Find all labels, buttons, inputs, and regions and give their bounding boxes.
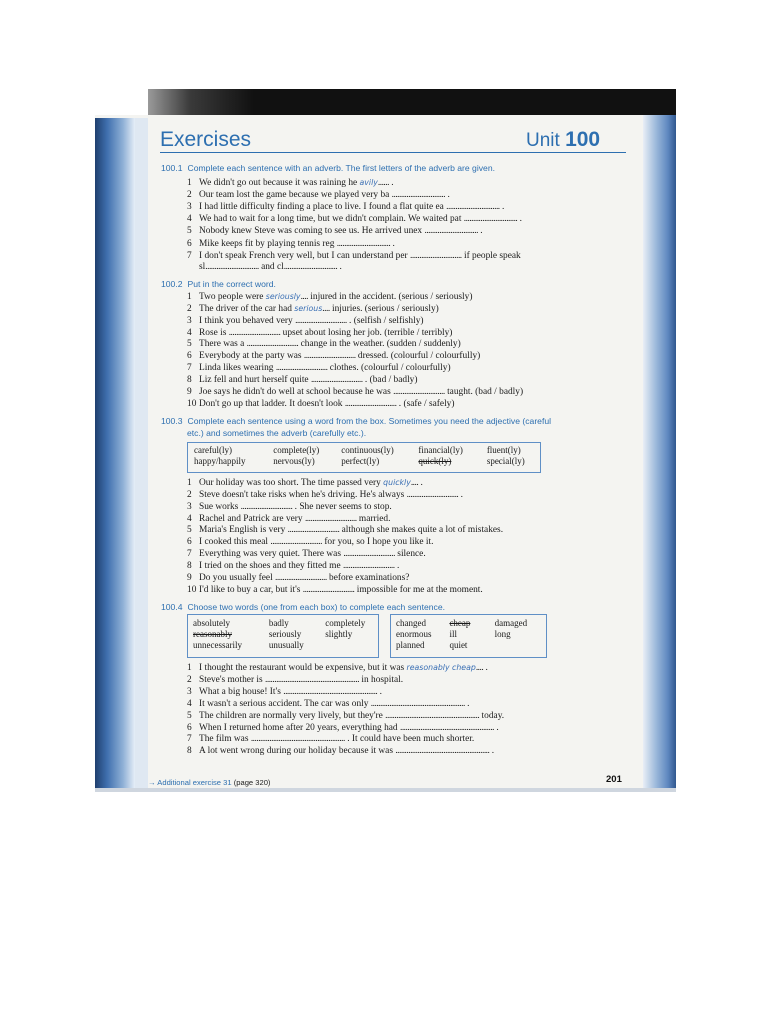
sentence-start: I cooked this meal: [199, 537, 268, 548]
exercise-number: 100.2: [161, 279, 183, 289]
item-number: 3: [187, 315, 192, 326]
answer-blank[interactable]: [251, 734, 345, 744]
blank-dots: ............................: [287, 525, 340, 536]
box-word: seriously: [268, 629, 302, 639]
box-word: fluent(ly): [486, 445, 521, 455]
item-number: 8: [187, 560, 192, 571]
sentence-start: Nobody knew Steve was coming to see us. He arrived unex: [199, 226, 423, 237]
blank-dots: ............................: [303, 351, 356, 362]
item-number: 4: [187, 698, 192, 709]
answer-blank[interactable]: [343, 561, 395, 571]
exercise-line: [187, 238, 395, 250]
sentence-start: Our team lost the game because we played very ba: [199, 190, 390, 201]
page-bottom-edge: [95, 788, 676, 792]
exercise-line: [187, 201, 504, 213]
exercise-line: [187, 513, 390, 525]
item-number: 4: [187, 214, 192, 225]
blank-dots: .............................: [446, 202, 500, 213]
sentence-end: .: [460, 489, 463, 500]
sentence-end: .: [420, 478, 423, 488]
answer-blank[interactable]: [229, 328, 281, 338]
exercise-line: [187, 291, 472, 303]
sentence-end: change in the weather. (sudden / suddenly): [300, 339, 461, 350]
exercise-line: [187, 350, 480, 362]
item-number: 7: [187, 363, 192, 374]
box-word: nervous(ly): [273, 456, 315, 466]
item-number: 3: [187, 501, 192, 512]
exercise-line: [187, 303, 439, 315]
exercise-line: [187, 250, 521, 262]
sentence-start: I'd like to buy a car, but it's: [199, 584, 301, 595]
blank-dots: ...................................................: [370, 698, 465, 709]
sentence-end: . (selfish / selfishly): [349, 315, 424, 326]
item-number: 9: [187, 386, 192, 397]
additional-exercise-link[interactable]: [148, 778, 270, 787]
item-number: 5: [187, 339, 192, 350]
answer-blank[interactable]: [304, 351, 356, 361]
sentence-end: upset about losing her job. (terrible / terribly): [282, 327, 453, 338]
item-number: 2: [187, 303, 192, 314]
box-word: long: [494, 629, 511, 639]
blank-dots: ............................: [270, 537, 322, 548]
blank-dots: ...................................................: [399, 722, 494, 733]
item-number: 3: [187, 202, 192, 213]
answer-blank[interactable]: [295, 316, 347, 326]
box-word: reasonably: [193, 629, 232, 639]
sentence-start: The driver of the car had: [199, 303, 292, 314]
arrow-right-icon: →: [148, 778, 156, 787]
item-number: 8: [187, 374, 192, 385]
box-word: completely: [325, 618, 366, 628]
box-word: happy/happily: [194, 456, 246, 466]
unit-number: 100: [565, 128, 601, 151]
exercise-line: [187, 374, 418, 386]
sentence-end: injuries. (serious / seriously): [332, 303, 439, 314]
exercise-line: [187, 686, 382, 698]
sentence-start: Everybody at the party was: [199, 351, 302, 362]
item-number: 9: [187, 572, 192, 583]
exercise-instruction: Choose two words (one from each box) to complete each sentence.: [187, 602, 445, 612]
item-number: 1: [187, 178, 192, 188]
line-text: and cl: [261, 262, 284, 272]
box-word: ill: [449, 629, 457, 639]
line-text: .: [339, 262, 342, 272]
sentence-start: We didn't go out because it was raining he: [199, 178, 358, 188]
item-number: 7: [187, 250, 192, 261]
blank-dots: ............................: [228, 327, 281, 338]
exercise-line: [187, 213, 522, 225]
exercise-line: [187, 662, 488, 674]
page-reference: (page 320): [233, 778, 271, 787]
exercise-line: [187, 386, 523, 398]
line-text: sl: [199, 262, 206, 272]
sentence-end: taught. (bad / badly): [447, 386, 524, 397]
sentence-start: We had to wait for a long time, but we didn't complain. We waited pat: [199, 214, 462, 225]
sentence-start: Do you usually feel: [199, 572, 273, 583]
box-word: quick(ly): [418, 456, 452, 466]
sentence-start: Steve doesn't take risks when he's driving. He's always: [199, 489, 405, 500]
blank-dots: ............................: [344, 398, 397, 409]
sentence-end: although she makes quite a lot of mistakes.: [341, 525, 504, 536]
exercise-number: 100.3: [161, 416, 183, 426]
blank-dots: ....: [322, 303, 330, 314]
sentence-end: clothes. (colourful / colourfully): [329, 363, 451, 374]
answer-blank[interactable]: [337, 239, 390, 249]
sentence-start: When I returned home after 20 years, everything had: [199, 722, 398, 733]
item-number: 10: [187, 584, 197, 595]
blank-dots: ............................: [302, 584, 355, 595]
exercise-line: [199, 262, 342, 273]
answer-blank[interactable]: [241, 502, 293, 512]
header-rule: [160, 152, 626, 153]
sentence-start: Liz fell and hurt herself quite: [199, 374, 309, 385]
sentence-end: dressed. (colourful / colourfully): [357, 351, 481, 362]
box-word: unnecessarily: [193, 640, 242, 650]
exercise-line: [187, 327, 452, 339]
answer-blank[interactable]: [407, 663, 484, 673]
answer-blank[interactable]: [392, 190, 445, 200]
exercise-line: [187, 477, 423, 489]
sentence-end: before examinations?: [329, 572, 410, 583]
box-word: [325, 640, 378, 651]
answer-blank[interactable]: [270, 537, 322, 547]
answer-blank[interactable]: [400, 723, 494, 733]
item-number: 4: [187, 513, 192, 524]
answer-blank[interactable]: [410, 251, 462, 261]
blank-dots: .............................: [336, 238, 391, 249]
answer-blank[interactable]: [288, 525, 340, 535]
exercise-line: [187, 501, 392, 513]
blank-dots: ............................: [295, 315, 347, 326]
sentence-end: .: [501, 202, 505, 213]
item-number: 1: [187, 663, 192, 673]
sentence-start: Rachel and Patrick are very: [199, 513, 303, 524]
item-number: 6: [187, 351, 192, 362]
exercise-heading: [161, 602, 445, 614]
sentence-end: silence.: [397, 549, 426, 560]
item-number: 2: [187, 190, 192, 201]
box-word: special(ly): [486, 456, 525, 466]
exercise-number: 100.1: [161, 163, 183, 173]
unit-label: Unit: [526, 130, 560, 151]
answer-blank[interactable]: [283, 687, 377, 697]
answer-blank[interactable]: .............................: [283, 262, 338, 272]
sentence-end: impossible for me at the moment.: [356, 584, 483, 595]
box-word: careful(ly): [194, 445, 232, 455]
answer-blank[interactable]: [393, 387, 445, 397]
sentence-start: I tried on the shoes and they fitted me: [199, 560, 341, 571]
sentence-start: The film was: [199, 734, 249, 745]
exercise-line: [187, 362, 451, 374]
sentence-start: The children are normally very lively, but they're: [199, 710, 383, 721]
blank-dots: ............................: [304, 513, 357, 524]
sentence-end: .: [379, 686, 382, 697]
box-word: damaged: [494, 618, 528, 628]
handwritten-answer: quickly: [383, 478, 411, 487]
word-box-right: [390, 614, 547, 658]
sentence-start: It wasn't a serious accident. The car was only: [199, 698, 369, 709]
box-word: perfect(ly): [341, 456, 380, 466]
exercise-heading: [161, 163, 495, 175]
box-word: slightly: [325, 629, 353, 639]
answer-blank[interactable]: [311, 375, 363, 385]
item-number: 4: [187, 327, 192, 338]
sentence-start: Everything was very quiet. There was: [199, 549, 341, 560]
item-number: 5: [187, 226, 192, 237]
item-number: 6: [187, 238, 192, 249]
item-number: 8: [187, 746, 192, 757]
exercise-line: [187, 745, 494, 757]
blank-dots: ............................: [393, 386, 445, 397]
blank-dots: ............................: [406, 489, 459, 500]
sentence-start: Linda likes wearing: [199, 363, 274, 374]
blank-dots: .............................: [391, 190, 446, 201]
answer-blank[interactable]: [395, 746, 489, 756]
sentence-end: . (bad / badly): [364, 374, 418, 385]
answer-blank[interactable]: [275, 573, 327, 583]
box-word: badly: [268, 618, 289, 628]
word-box: [187, 442, 541, 473]
exercise-instruction-cont: etc.) and sometimes the adverb (carefully etc.).: [187, 428, 367, 438]
blank-dots: .............................: [424, 226, 478, 237]
sentence-end: today.: [481, 710, 505, 721]
exercise-instruction: Complete each sentence using a word from the box. Sometimes you need the adjective (careful: [187, 416, 552, 426]
word-box-left: [187, 614, 379, 658]
box-word: financial(ly): [418, 445, 463, 455]
blank-dots: ...................................................: [283, 686, 378, 697]
answer-blank[interactable]: [265, 675, 359, 685]
exercise-line: [187, 524, 503, 536]
blank-dots: ....: [410, 478, 419, 488]
item-number: 10: [187, 398, 197, 409]
item-number: 1: [187, 292, 192, 302]
item-number: 5: [187, 525, 192, 536]
item-number: 7: [187, 549, 192, 560]
sentence-start: I don't speak French very well, but I can understand per: [199, 250, 408, 261]
box-word: cheap: [449, 618, 471, 628]
handwritten-answer: serious: [294, 303, 323, 313]
sentence-start: Sue works: [199, 501, 239, 512]
blank-dots: ...................................................: [250, 734, 345, 745]
blank-dots: ............................: [240, 501, 293, 512]
answer-blank[interactable]: [446, 202, 499, 212]
exercise-line: [187, 674, 403, 686]
blank-dots: ...................................................: [395, 746, 490, 757]
sentence-end: if people speak: [463, 250, 521, 261]
sentence-start: Maria's English is very: [199, 525, 286, 536]
sentence-end: . It could have been much shorter.: [347, 734, 475, 745]
exercise-line: [187, 584, 483, 596]
blank-dots: .............................: [463, 214, 518, 225]
exercise-line: [187, 177, 394, 189]
answer-blank[interactable]: [247, 339, 299, 349]
scan-top-shadow: [148, 89, 676, 115]
box-word: absolutely: [193, 618, 230, 628]
box-word: changed: [396, 618, 426, 628]
answer-blank[interactable]: [266, 292, 308, 302]
answer-blank[interactable]: [343, 549, 395, 559]
box-word: complete(ly): [273, 445, 320, 455]
blank-dots: ....: [475, 663, 484, 673]
answer-blank[interactable]: [383, 478, 418, 488]
exercise-instruction: Complete each sentence with an adverb. The first letters of the adverb are given.: [187, 163, 495, 173]
exercise-instruction: Put in the correct word.: [187, 279, 276, 289]
sentence-start: Mike keeps fit by playing tennis reg: [199, 238, 335, 249]
exercise-line: [187, 489, 463, 501]
blank-dots: ............................: [342, 560, 395, 571]
sentence-end: .: [519, 214, 522, 225]
sentence-start: Rose is: [199, 327, 227, 338]
answer-blank[interactable]: [303, 585, 355, 595]
sentence-start: I had little difficulty finding a place to live. I found a flat quite ea: [199, 202, 444, 213]
blank-dots: ............................: [275, 363, 328, 374]
item-number: 5: [187, 710, 192, 721]
sentence-start: Two people were: [199, 292, 264, 302]
sentence-start: There was a: [199, 339, 245, 350]
answer-blank[interactable]: .............................: [205, 262, 259, 272]
answer-blank[interactable]: [305, 514, 357, 524]
box-word: unusually: [268, 640, 304, 650]
answer-blank[interactable]: [464, 214, 517, 224]
answer-blank[interactable]: [424, 226, 477, 236]
exercise-heading: [161, 279, 276, 291]
exercise-line: [187, 338, 461, 350]
blank-dots: ....: [300, 292, 308, 302]
sentence-end: married.: [358, 513, 391, 524]
sentence-end: .: [391, 178, 394, 188]
exercise-number: 100.4: [161, 602, 183, 612]
exercise-line: [187, 698, 470, 710]
exercise-line: [187, 398, 454, 410]
page-number: 201: [606, 774, 622, 785]
sentence-end: . She never seems to stop.: [294, 501, 392, 512]
blank-dots: ...................................................: [265, 674, 360, 685]
box-word: [495, 640, 546, 651]
blank-dots: ............................: [310, 374, 363, 385]
exercise-line: [187, 536, 433, 548]
blank-dots: ............................: [246, 339, 299, 350]
sentence-start: Don't go up that ladder. It doesn't look: [199, 398, 343, 409]
item-number: 3: [187, 686, 192, 697]
exercise-heading: [161, 416, 551, 428]
exercise-line: [187, 548, 426, 560]
sentence-end: .: [485, 663, 488, 673]
handwritten-answer: seriously: [265, 292, 301, 301]
blank-dots: ......: [377, 178, 389, 188]
item-number: 2: [187, 489, 192, 500]
exercise-line: [187, 189, 450, 201]
blank-dots: ...................................................: [385, 710, 480, 721]
item-number: 6: [187, 722, 192, 733]
answer-blank[interactable]: [345, 399, 397, 409]
sentence-end: injured in the accident. (serious / seriously): [310, 292, 473, 302]
page-title: Exercises: [160, 128, 252, 151]
blank-dots: ............................: [275, 572, 327, 583]
page-right-edge: [643, 115, 676, 792]
exercise-line: [187, 710, 504, 722]
sentence-end: . (safe / safely): [398, 398, 455, 409]
unit-heading: [526, 128, 600, 152]
handwritten-answer: reasonably cheap: [406, 663, 476, 672]
answer-blank[interactable]: [360, 178, 389, 188]
exercise-line: [187, 572, 409, 584]
sentence-start: Steve's mother is: [199, 674, 263, 685]
answer-blank[interactable]: [294, 304, 329, 314]
exercise-line: [187, 225, 483, 237]
exercise-line: [187, 560, 399, 572]
answer-blank[interactable]: [276, 363, 328, 373]
item-number: 6: [187, 537, 192, 548]
item-number: 7: [187, 734, 192, 745]
item-number: 2: [187, 674, 192, 685]
page-left-edge: [95, 118, 135, 792]
exercise-line: [187, 722, 499, 734]
sentence-start: Joe says he didn't do well at school because he was: [199, 386, 391, 397]
handwritten-answer: avily: [359, 178, 378, 187]
sentence-end: .: [467, 698, 470, 709]
sentence-end: .: [447, 190, 450, 201]
sentence-start: Our holiday was too short. The time passed very: [199, 478, 381, 488]
sentence-end: .: [496, 722, 499, 733]
sentence-end: .: [392, 238, 395, 249]
exercise-line: [187, 733, 474, 745]
box-word: continuous(ly): [341, 445, 394, 455]
page-left-strip: [135, 118, 148, 792]
sentence-start: What a big house! It's: [199, 686, 281, 697]
link-text[interactable]: Additional exercise 31: [157, 778, 232, 787]
sentence-start: I thought the restaurant would be expensive, but it was: [199, 663, 405, 673]
sentence-end: in hospital.: [361, 674, 404, 685]
answer-blank[interactable]: [407, 490, 459, 500]
sentence-start: I think you behaved very: [199, 315, 293, 326]
answer-blank[interactable]: [371, 699, 465, 709]
item-number: 1: [187, 478, 192, 488]
exercise-line: [187, 315, 424, 327]
sentence-end: .: [480, 226, 483, 237]
sentence-end: .: [491, 746, 495, 757]
answer-blank[interactable]: [385, 711, 479, 721]
sentence-end: .: [396, 560, 400, 571]
sentence-end: for you, so I hope you like it.: [324, 537, 434, 548]
box-word: quiet: [449, 640, 468, 650]
box-word: enormous: [396, 629, 432, 639]
box-word: planned: [396, 640, 425, 650]
blank-dots: ............................: [343, 549, 395, 560]
blank-dots: ............................: [410, 250, 462, 261]
sentence-start: A lot went wrong during our holiday because it was: [199, 746, 393, 757]
